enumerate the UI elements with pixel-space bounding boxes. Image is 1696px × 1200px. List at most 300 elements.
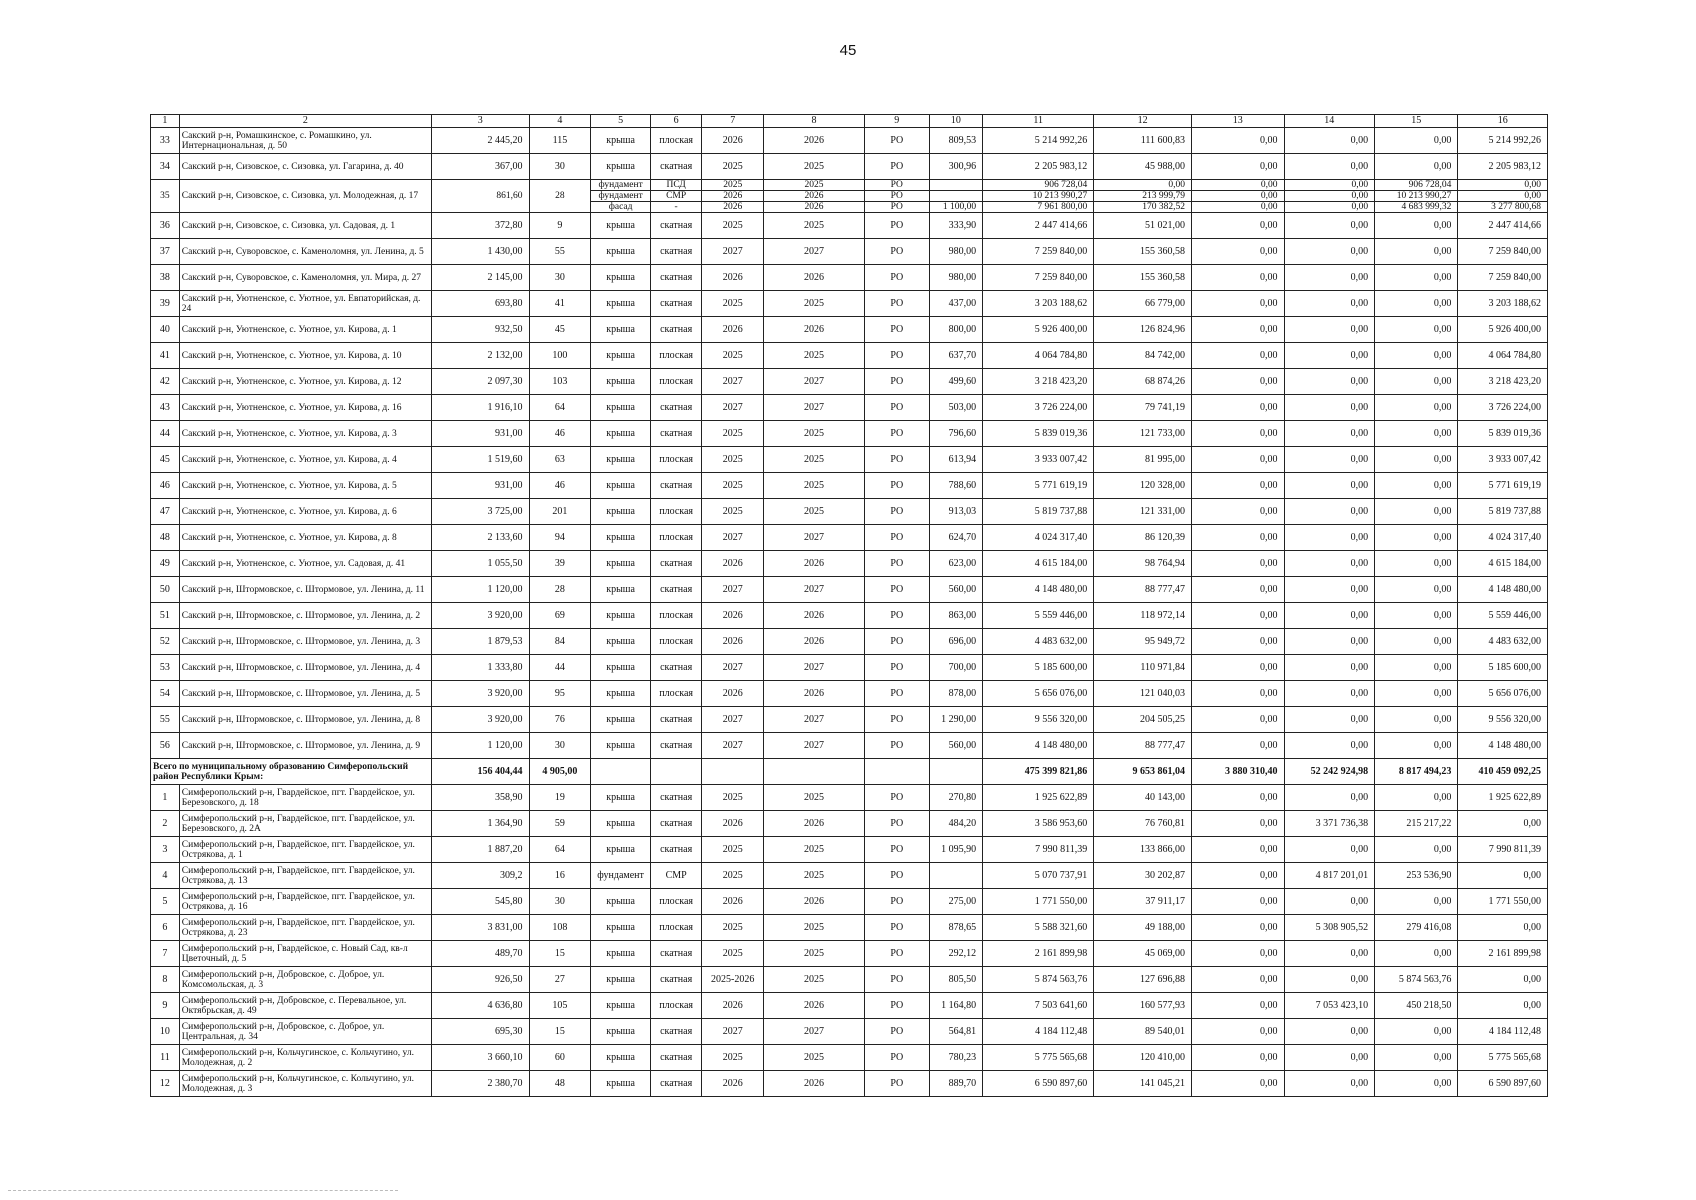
- row-number-cell: 39: [151, 291, 180, 317]
- value-cell: 121 733,00: [1094, 421, 1192, 447]
- value-cell: РО: [864, 577, 929, 603]
- value-cell: 1 120,00: [431, 577, 529, 603]
- value-cell: 76 760,81: [1094, 811, 1192, 837]
- row-number-cell: 4: [151, 863, 180, 889]
- value-cell: 7 259 840,00: [983, 265, 1094, 291]
- value-cell: 2 133,60: [431, 525, 529, 551]
- value-cell: 0,00: [1191, 967, 1284, 993]
- address-cell: Сакский р-н, Уютненское, с. Уютное, ул. Кирова, д. 8: [179, 525, 431, 551]
- value-cell: 95: [529, 681, 591, 707]
- value-cell: 0,00: [1191, 551, 1284, 577]
- value-cell: скатная: [650, 941, 701, 967]
- value-cell: 788,60: [929, 473, 982, 499]
- value-cell: 28: [529, 577, 591, 603]
- value-cell: 0,00: [1284, 785, 1375, 811]
- value-cell: 1 771 550,00: [983, 889, 1094, 915]
- value-cell: 926,50: [431, 967, 529, 993]
- value-cell: 155 360,58: [1094, 265, 1192, 291]
- table-row: [151, 265, 1548, 291]
- value-cell: 2025: [702, 915, 764, 941]
- value-cell: РО: [864, 551, 929, 577]
- value-cell: 0,00: [1284, 154, 1375, 180]
- value-cell: РО: [864, 154, 929, 180]
- value-cell: 4 064 784,80: [1458, 343, 1548, 369]
- row-number-cell: 48: [151, 525, 180, 551]
- value-cell: 5 839 019,36: [983, 421, 1094, 447]
- value-cell: 5 874 563,76: [983, 967, 1094, 993]
- value-cell: 0,00: [1191, 473, 1284, 499]
- value-cell: 30 202,87: [1094, 863, 1192, 889]
- value-cell: 127 696,88: [1094, 967, 1192, 993]
- address-cell: Сакский р-н, Уютненское, с. Уютное, ул. Кирова, д. 10: [179, 343, 431, 369]
- value-cell: 40 143,00: [1094, 785, 1192, 811]
- value-cell: 0,00: [1375, 154, 1458, 180]
- table-row: [151, 291, 1548, 317]
- value-cell: крыша: [591, 889, 651, 915]
- value-cell: РО: [864, 1019, 929, 1045]
- value-cell: РО: [864, 811, 929, 837]
- value-cell: 0,00: [1191, 941, 1284, 967]
- value-cell: 805,50: [929, 967, 982, 993]
- address-cell: Сакский р-н, Штормовское, с. Штормовое, ул. Ленина, д. 5: [179, 681, 431, 707]
- value-cell: 133 866,00: [1094, 837, 1192, 863]
- value-cell: 4 615 184,00: [983, 551, 1094, 577]
- value-cell: скатная: [650, 707, 701, 733]
- value-cell: -: [650, 202, 701, 213]
- value-cell: скатная: [650, 421, 701, 447]
- column-header: 15: [1375, 115, 1458, 128]
- value-cell: 2 205 983,12: [1458, 154, 1548, 180]
- value-cell: 30: [529, 154, 591, 180]
- value-cell: 0,00: [1375, 395, 1458, 421]
- value-cell: РО: [864, 291, 929, 317]
- value-cell: 0,00: [1375, 681, 1458, 707]
- value-cell: 2 445,20: [431, 128, 529, 154]
- value-cell: 0,00: [1191, 343, 1284, 369]
- value-cell: скатная: [650, 395, 701, 421]
- value-cell: крыша: [591, 577, 651, 603]
- value-cell: 560,00: [929, 733, 982, 759]
- value-cell: 0,00: [1094, 180, 1192, 191]
- value-cell: 63: [529, 447, 591, 473]
- value-cell: 2026: [764, 202, 865, 213]
- value-cell: крыша: [591, 525, 651, 551]
- value-cell: 111 600,83: [1094, 128, 1192, 154]
- column-header: 6: [650, 115, 701, 128]
- value-cell: 76: [529, 707, 591, 733]
- value-cell: 0,00: [1284, 180, 1375, 191]
- value-cell: 3 725,00: [431, 499, 529, 525]
- value-cell: 3 203 188,62: [983, 291, 1094, 317]
- value-cell: 2027: [764, 369, 865, 395]
- value-cell: 15: [529, 1019, 591, 1045]
- value-cell: крыша: [591, 421, 651, 447]
- value-cell: 5 775 565,68: [983, 1045, 1094, 1071]
- address-cell: Сакский р-н, Сизовское, с. Сизовка, ул. Садовая, д. 1: [179, 213, 431, 239]
- value-cell: 2026: [702, 889, 764, 915]
- value-cell: 2025: [702, 473, 764, 499]
- value-cell: 2026: [702, 811, 764, 837]
- table-row: [151, 915, 1548, 941]
- value-cell: 5 656 076,00: [983, 681, 1094, 707]
- value-cell: крыша: [591, 395, 651, 421]
- value-cell: 809,53: [929, 128, 982, 154]
- value-cell: скатная: [650, 473, 701, 499]
- value-cell: 155 360,58: [1094, 239, 1192, 265]
- value-cell: 1 120,00: [431, 733, 529, 759]
- value-cell: 4 024 317,40: [983, 525, 1094, 551]
- address-cell: Симферопольский р-н, Добровское, с. Доброе, ул. Комсомольская, д. 3: [179, 967, 431, 993]
- value-cell: 2026: [702, 603, 764, 629]
- value-cell: 2025: [764, 447, 865, 473]
- value-cell: 0,00: [1284, 128, 1375, 154]
- value-cell: 0,00: [1284, 629, 1375, 655]
- value-cell: РО: [864, 837, 929, 863]
- empty-cell: [702, 759, 764, 785]
- value-cell: крыша: [591, 551, 651, 577]
- value-cell: 0,00: [1375, 128, 1458, 154]
- value-cell: 3 218 423,20: [983, 369, 1094, 395]
- value-cell: 2 447 414,66: [1458, 213, 1548, 239]
- value-cell: 118 972,14: [1094, 603, 1192, 629]
- value-cell: 121 040,03: [1094, 681, 1192, 707]
- table-subrow: [151, 180, 1548, 191]
- value-cell: 3 933 007,42: [983, 447, 1094, 473]
- value-cell: 5 819 737,88: [983, 499, 1094, 525]
- value-cell: 0,00: [1284, 577, 1375, 603]
- value-cell: 2027: [764, 395, 865, 421]
- value-cell: 2026: [764, 1071, 865, 1097]
- value-cell: 0,00: [1375, 239, 1458, 265]
- value-cell: 0,00: [1375, 889, 1458, 915]
- page-number: 45: [839, 42, 857, 59]
- value-cell: плоская: [650, 499, 701, 525]
- value-cell: РО: [864, 1045, 929, 1071]
- table-row: [151, 941, 1548, 967]
- value-cell: 2025: [764, 343, 865, 369]
- address-cell: Сакский р-н, Уютненское, с. Уютное, ул. Кирова, д. 6: [179, 499, 431, 525]
- value-cell: 0,00: [1458, 811, 1548, 837]
- value-cell: 1 164,80: [929, 993, 982, 1019]
- value-cell: 695,30: [431, 1019, 529, 1045]
- value-cell: РО: [864, 191, 929, 202]
- value-cell: 19: [529, 785, 591, 811]
- value-cell: 0,00: [1191, 191, 1284, 202]
- value-cell: 5 771 619,19: [983, 473, 1094, 499]
- value-cell: 1 364,90: [431, 811, 529, 837]
- value-cell: 39: [529, 551, 591, 577]
- value-cell: 0,00: [1284, 707, 1375, 733]
- value-cell: 2027: [764, 239, 865, 265]
- total-value-cell: 475 399 821,86: [983, 759, 1094, 785]
- value-cell: 0,00: [1375, 421, 1458, 447]
- value-cell: 6 590 897,60: [1458, 1071, 1548, 1097]
- address-cell: Сакский р-н, Суворовское, с. Каменоломня, ул. Мира, д. 27: [179, 265, 431, 291]
- value-cell: 0,00: [1375, 837, 1458, 863]
- value-cell: 0,00: [1284, 681, 1375, 707]
- value-cell: 2027: [764, 733, 865, 759]
- row-number-cell: 55: [151, 707, 180, 733]
- value-cell: 2025: [764, 180, 865, 191]
- table-row: [151, 369, 1548, 395]
- value-cell: 213 999,79: [1094, 191, 1192, 202]
- value-cell: 333,90: [929, 213, 982, 239]
- value-cell: 2027: [702, 369, 764, 395]
- table-row: [151, 239, 1548, 265]
- value-cell: крыша: [591, 1019, 651, 1045]
- address-cell: Симферопольский р-н, Гвардейское, пгт. Гвардейское, ул. Острякова, д. 1: [179, 837, 431, 863]
- address-cell: Сакский р-н, Уютненское, с. Уютное, ул. Кирова, д. 3: [179, 421, 431, 447]
- row-number-cell: 52: [151, 629, 180, 655]
- value-cell: 499,60: [929, 369, 982, 395]
- value-cell: 309,2: [431, 863, 529, 889]
- value-cell: 5 839 019,36: [1458, 421, 1548, 447]
- value-cell: 1 095,90: [929, 837, 982, 863]
- value-cell: 0,00: [1284, 551, 1375, 577]
- address-cell: Сакский р-н, Уютненское, с. Уютное, ул. Садовая, д. 41: [179, 551, 431, 577]
- value-cell: плоская: [650, 681, 701, 707]
- value-cell: 0,00: [1191, 785, 1284, 811]
- address-cell: Симферопольский р-н, Гвардейское, пгт. Гвардейское, ул. Березовского, д. 18: [179, 785, 431, 811]
- column-header: 8: [764, 115, 865, 128]
- address-cell: Сакский р-н, Уютненское, с. Уютное, ул. Кирова, д. 12: [179, 369, 431, 395]
- value-cell: 2025: [764, 291, 865, 317]
- value-cell: 0,00: [1284, 655, 1375, 681]
- value-cell: 48: [529, 1071, 591, 1097]
- row-number-cell: 6: [151, 915, 180, 941]
- value-cell: 2 161 899,98: [983, 941, 1094, 967]
- value-cell: 623,00: [929, 551, 982, 577]
- value-cell: 4 636,80: [431, 993, 529, 1019]
- value-cell: 37 911,17: [1094, 889, 1192, 915]
- column-header: 3: [431, 115, 529, 128]
- value-cell: 279 416,08: [1375, 915, 1458, 941]
- table-row: [151, 707, 1548, 733]
- value-cell: 0,00: [1375, 447, 1458, 473]
- value-cell: 0,00: [1284, 395, 1375, 421]
- value-cell: 120 410,00: [1094, 1045, 1192, 1071]
- table-row: [151, 967, 1548, 993]
- value-cell: 4 148 480,00: [983, 577, 1094, 603]
- value-cell: 3 203 188,62: [1458, 291, 1548, 317]
- value-cell: 0,00: [1284, 889, 1375, 915]
- value-cell: 86 120,39: [1094, 525, 1192, 551]
- value-cell: 931,00: [431, 473, 529, 499]
- value-cell: скатная: [650, 811, 701, 837]
- table-row: [151, 863, 1548, 889]
- value-cell: 84: [529, 629, 591, 655]
- column-header: 5: [591, 115, 651, 128]
- address-cell: Симферопольский р-н, Добровское, с. Доброе, ул. Центральная, д. 34: [179, 1019, 431, 1045]
- value-cell: 5 588 321,60: [983, 915, 1094, 941]
- empty-cell: [929, 759, 982, 785]
- value-cell: 2026: [764, 889, 865, 915]
- value-cell: 0,00: [1375, 603, 1458, 629]
- value-cell: скатная: [650, 154, 701, 180]
- value-cell: скатная: [650, 1019, 701, 1045]
- value-cell: 3 920,00: [431, 707, 529, 733]
- value-cell: скатная: [650, 551, 701, 577]
- value-cell: крыша: [591, 681, 651, 707]
- value-cell: РО: [864, 473, 929, 499]
- value-cell: фундамент: [591, 180, 651, 191]
- value-cell: 0,00: [1191, 213, 1284, 239]
- value-cell: крыша: [591, 1045, 651, 1071]
- table-row: [151, 447, 1548, 473]
- value-cell: РО: [864, 707, 929, 733]
- address-cell: Симферопольский р-н, Добровское, с. Перевальное, ул. Октябрьская, д. 49: [179, 993, 431, 1019]
- value-cell: крыша: [591, 265, 651, 291]
- value-cell: 10 213 990,27: [1375, 191, 1458, 202]
- value-cell: 4 024 317,40: [1458, 525, 1548, 551]
- value-cell: крыша: [591, 603, 651, 629]
- value-cell: 2027: [702, 525, 764, 551]
- value-cell: РО: [864, 525, 929, 551]
- value-cell: РО: [864, 239, 929, 265]
- value-cell: 2025: [702, 154, 764, 180]
- address-cell: Симферопольский р-н, Гвардейское, пгт. Гвардейское, ул. Березовского, д. 2А: [179, 811, 431, 837]
- value-cell: 1 925 622,89: [1458, 785, 1548, 811]
- value-cell: 49 188,00: [1094, 915, 1192, 941]
- value-cell: 0,00: [1191, 811, 1284, 837]
- value-cell: 7 259 840,00: [983, 239, 1094, 265]
- value-cell: 637,70: [929, 343, 982, 369]
- value-cell: 696,00: [929, 629, 982, 655]
- value-cell: 0,00: [1191, 733, 1284, 759]
- value-cell: 0,00: [1458, 993, 1548, 1019]
- address-cell: Сакский р-н, Штормовское, с. Штормовое, ул. Ленина, д. 8: [179, 707, 431, 733]
- value-cell: 2027: [702, 655, 764, 681]
- value-cell: 2027: [764, 655, 865, 681]
- address-cell: Симферопольский р-н, Гвардейское, пгт. Гвардейское, ул. Острякова, д. 16: [179, 889, 431, 915]
- value-cell: 44: [529, 655, 591, 681]
- value-cell: 0,00: [1375, 291, 1458, 317]
- value-cell: 51 021,00: [1094, 213, 1192, 239]
- value-cell: 2026: [764, 993, 865, 1019]
- value-cell: плоская: [650, 369, 701, 395]
- value-cell: 204 505,25: [1094, 707, 1192, 733]
- value-cell: скатная: [650, 1071, 701, 1097]
- value-cell: 108: [529, 915, 591, 941]
- value-cell: 10 213 990,27: [983, 191, 1094, 202]
- value-cell: 2026: [764, 811, 865, 837]
- value-cell: 2026: [702, 128, 764, 154]
- column-header: 11: [983, 115, 1094, 128]
- value-cell: 796,60: [929, 421, 982, 447]
- value-cell: РО: [864, 421, 929, 447]
- value-cell: 1 887,20: [431, 837, 529, 863]
- table-row: [151, 213, 1548, 239]
- value-cell: 0,00: [1191, 239, 1284, 265]
- value-cell: 0,00: [1191, 369, 1284, 395]
- table-row: [151, 837, 1548, 863]
- value-cell: 560,00: [929, 577, 982, 603]
- table-row: [151, 128, 1548, 154]
- value-cell: 1 333,80: [431, 655, 529, 681]
- value-cell: 906 728,04: [983, 180, 1094, 191]
- value-cell: 2 161 899,98: [1458, 941, 1548, 967]
- scan-artifact-line: [8, 1190, 398, 1191]
- value-cell: 5 308 905,52: [1284, 915, 1375, 941]
- value-cell: 545,80: [431, 889, 529, 915]
- value-cell: 624,70: [929, 525, 982, 551]
- value-cell: плоская: [650, 993, 701, 1019]
- value-cell: 0,00: [1375, 707, 1458, 733]
- value-cell: скатная: [650, 239, 701, 265]
- value-cell: 1 925 622,89: [983, 785, 1094, 811]
- total-value-cell: 52 242 924,98: [1284, 759, 1375, 785]
- value-cell: 5 559 446,00: [983, 603, 1094, 629]
- value-cell: 2 447 414,66: [983, 213, 1094, 239]
- value-cell: 0,00: [1191, 863, 1284, 889]
- value-cell: 126 824,96: [1094, 317, 1192, 343]
- value-cell: 2025: [764, 154, 865, 180]
- table-row: [151, 889, 1548, 915]
- value-cell: 4 483 632,00: [983, 629, 1094, 655]
- value-cell: 7 990 811,39: [983, 837, 1094, 863]
- value-cell: 3 277 800,68: [1458, 202, 1548, 213]
- value-cell: РО: [864, 395, 929, 421]
- value-cell: 2025: [764, 915, 865, 941]
- value-cell: 0,00: [1375, 317, 1458, 343]
- value-cell: 1 879,53: [431, 629, 529, 655]
- value-cell: 7 053 423,10: [1284, 993, 1375, 1019]
- value-cell: 2025: [702, 291, 764, 317]
- table-row: [151, 154, 1548, 180]
- value-cell: 700,00: [929, 655, 982, 681]
- value-cell: 2026: [702, 265, 764, 291]
- value-cell: скатная: [650, 291, 701, 317]
- value-cell: 5 214 992,26: [1458, 128, 1548, 154]
- value-cell: 0,00: [1191, 317, 1284, 343]
- value-cell: 6 590 897,60: [983, 1071, 1094, 1097]
- value-cell: 1 771 550,00: [1458, 889, 1548, 915]
- value-cell: плоская: [650, 525, 701, 551]
- value-cell: 9 556 320,00: [983, 707, 1094, 733]
- value-cell: 64: [529, 395, 591, 421]
- value-cell: 2026: [702, 993, 764, 1019]
- address-cell: Сакский р-н, Сизовское, с. Сизовка, ул. Молодежная, д. 17: [179, 180, 431, 213]
- value-cell: 0,00: [1284, 447, 1375, 473]
- value-cell: 3 726 224,00: [983, 395, 1094, 421]
- table-row: [151, 499, 1548, 525]
- value-cell: 0,00: [1284, 1045, 1375, 1071]
- address-cell: Симферопольский р-н, Гвардейское, пгт. Гвардейское, ул. Острякова, д. 23: [179, 915, 431, 941]
- value-cell: 5 926 400,00: [1458, 317, 1548, 343]
- total-value-cell: 3 880 310,40: [1191, 759, 1284, 785]
- value-cell: 2026: [764, 681, 865, 707]
- value-cell: 0,00: [1191, 655, 1284, 681]
- value-cell: 0,00: [1284, 291, 1375, 317]
- column-header: 4: [529, 115, 591, 128]
- value-cell: 2026: [764, 265, 865, 291]
- value-cell: 2 205 983,12: [983, 154, 1094, 180]
- row-number-cell: 3: [151, 837, 180, 863]
- value-cell: 0,00: [1284, 191, 1375, 202]
- value-cell: 7 990 811,39: [1458, 837, 1548, 863]
- row-number-cell: 34: [151, 154, 180, 180]
- value-cell: 2026: [702, 551, 764, 577]
- empty-cell: [650, 759, 701, 785]
- value-cell: 0,00: [1191, 707, 1284, 733]
- value-cell: 79 741,19: [1094, 395, 1192, 421]
- table-row: [151, 473, 1548, 499]
- value-cell: 3 660,10: [431, 1045, 529, 1071]
- value-cell: 0,00: [1375, 369, 1458, 395]
- value-cell: 5 819 737,88: [1458, 499, 1548, 525]
- value-cell: 2025: [764, 837, 865, 863]
- value-cell: 693,80: [431, 291, 529, 317]
